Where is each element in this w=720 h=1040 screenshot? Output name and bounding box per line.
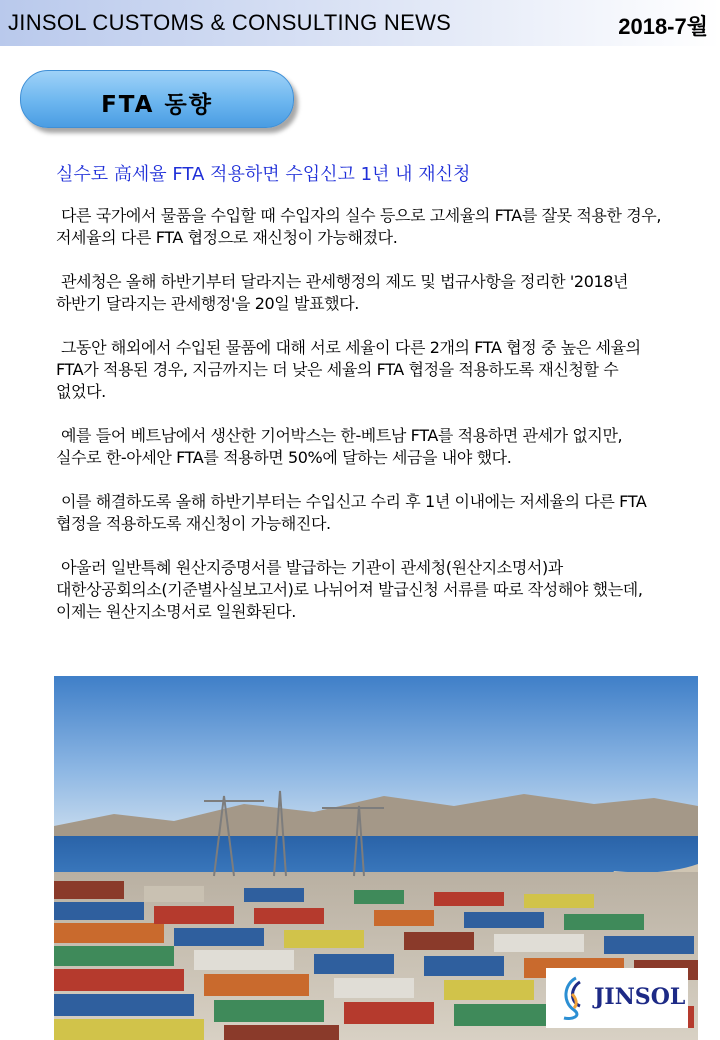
article-paragraph: 아울러 일반특혜 원산지증명서를 발급하는 기관이 관세청(원산지소명서)과 대한상공회의소(기준별사실보고서)로 나뉘어져 발급신청 서류를 따로 작성해야 했는데, 이제는 원산지소명서로 일원화된다.: [56, 558, 643, 621]
section-badge: [20, 70, 294, 128]
article-paragraph: 관세청은 올해 하반기부터 달라지는 관세행정의 제도 및 법규사항을 정리한 '2018년 하반기 달라지는 관세행정'을 20일 발표했다.: [56, 272, 629, 313]
article-paragraph: 예를 들어 베트남에서 생산한 기어박스는 한-베트남 FTA를 적용하면 관세가 없지만, 실수로 한-아세안 FTA를 적용하면 50%에 달하는 세금을 내야 했다.: [56, 426, 623, 467]
newsletter-header: [0, 0, 720, 46]
jinsol-logo: [546, 968, 688, 1028]
logo-text: JINSOL: [594, 984, 686, 1010]
article-title: 실수로 高세율 FTA 적용하면 수입신고 1년 내 재신청: [56, 164, 471, 185]
article-paragraph: 다른 국가에서 물품을 수입할 때 수입자의 실수 등으로 고세율의 FTA를 잘못 적용한 경우, 저세율의 다른 FTA 협정으로 재신청이 가능해졌다.: [56, 206, 662, 247]
section-label: FTA 동향: [101, 92, 213, 118]
article-paragraph: 이를 해결하도록 올해 하반기부터는 수입신고 수리 후 1년 이내에는 저세율의 다른 FTA 협정을 적용하도록 재신청이 가능해진다.: [56, 492, 647, 533]
issue-date: 2018-7월: [618, 14, 708, 39]
article-body: [56, 205, 672, 645]
newsletter-title: JINSOL CUSTOMS & CONSULTING NEWS: [8, 10, 452, 35]
article-paragraph: 그동안 해외에서 수입된 물품에 대해 서로 세율이 다른 2개의 FTA 협정 중 높은 세율의 FTA가 적용된 경우, 지금까지는 더 낮은 세율의 FTA 협정을 적용하도록 재신청할 수 없었다.: [56, 338, 641, 401]
container-port-image: [54, 676, 698, 1040]
jinsol-swirl-logo-icon: [554, 974, 594, 1022]
